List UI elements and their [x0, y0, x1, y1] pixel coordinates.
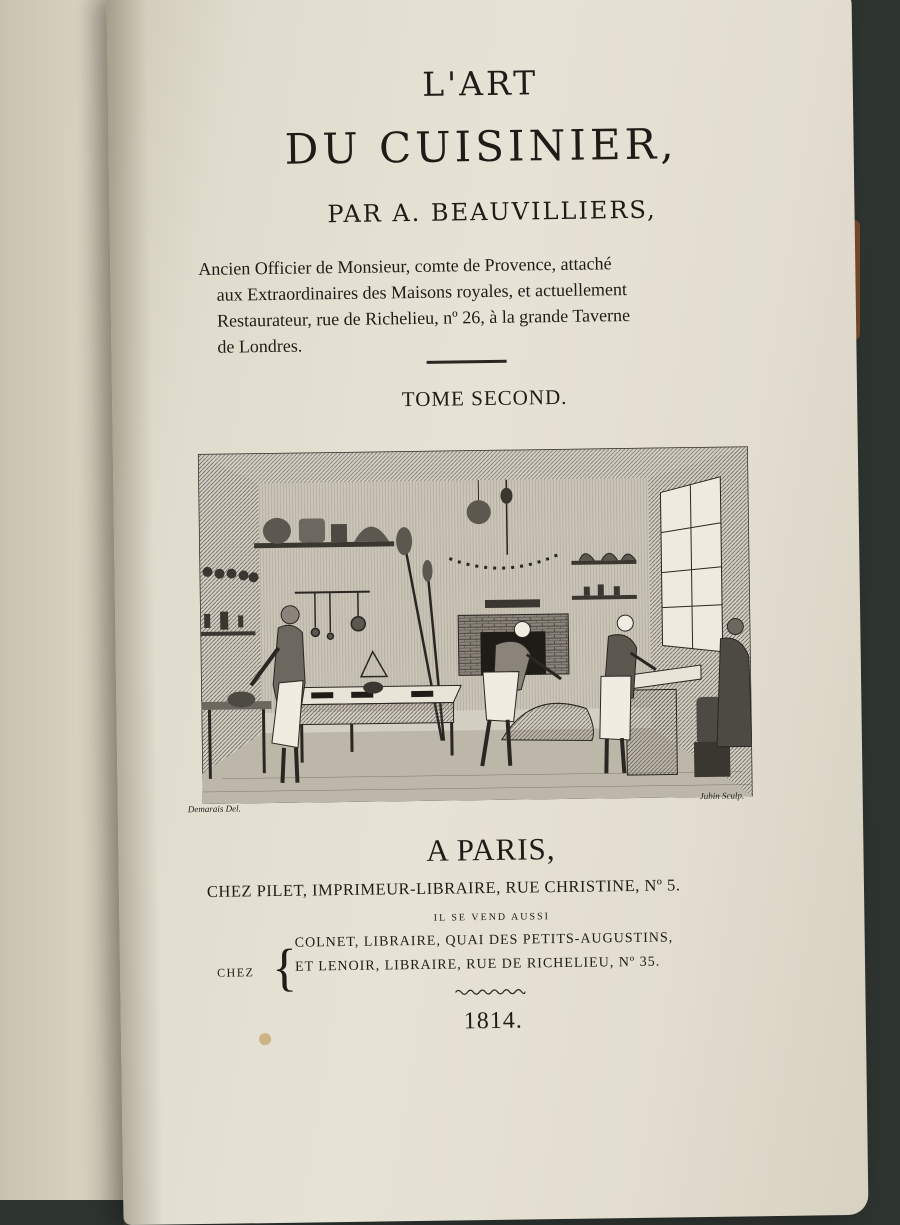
imprint-chez-label: CHEZ: [217, 965, 255, 981]
title-line-2: DU CUISINIER,: [108, 117, 854, 176]
author-description: [198, 249, 719, 360]
description-line: aux Extraordinaires des Maisons royales, et actuellement: [198, 275, 718, 308]
description-line: de Londres.: [199, 327, 719, 360]
divider-rule: [427, 360, 507, 364]
description-line: Ancien Officier de Monsieur, comte de Provence, attaché: [198, 249, 718, 282]
engraving-credit-drawn: Demarais Del.: [188, 803, 241, 814]
engraving-credit-engraved: Jubin Sculp.: [700, 790, 745, 801]
imprint-seller: COLNET, LIBRAIRE, QUAI DES PETITS-AUGUSTINS,: [295, 930, 674, 951]
ornamental-rule: [455, 988, 525, 997]
author-line: PAR A. BEAUVILLIERS,: [129, 193, 854, 231]
title-page: [106, 0, 868, 1225]
volume-label: TOME SECOND.: [112, 381, 857, 416]
curly-brace: {: [272, 943, 298, 995]
title-line-1: L'ART: [107, 59, 852, 108]
kitchen-engraving: [198, 446, 753, 804]
imprint-printer: CHEZ PILET, IMPRIMEUR-LIBRAIRE, RUE CHRISTINE, Nº 5.: [207, 875, 681, 902]
imprint-also-sold: IL SE VEND AUSSI: [119, 907, 864, 928]
imprint-city: A PARIS,: [118, 827, 863, 873]
publication-year: 1814.: [121, 1003, 866, 1040]
imprint-seller: ET LENOIR, LIBRAIRE, RUE DE RICHELIEU, Nº 35.: [295, 955, 660, 976]
paper-stain: [259, 1033, 271, 1045]
description-line: Restaurateur, rue de Richelieu, nº 26, à la grande Taverne: [199, 301, 719, 334]
